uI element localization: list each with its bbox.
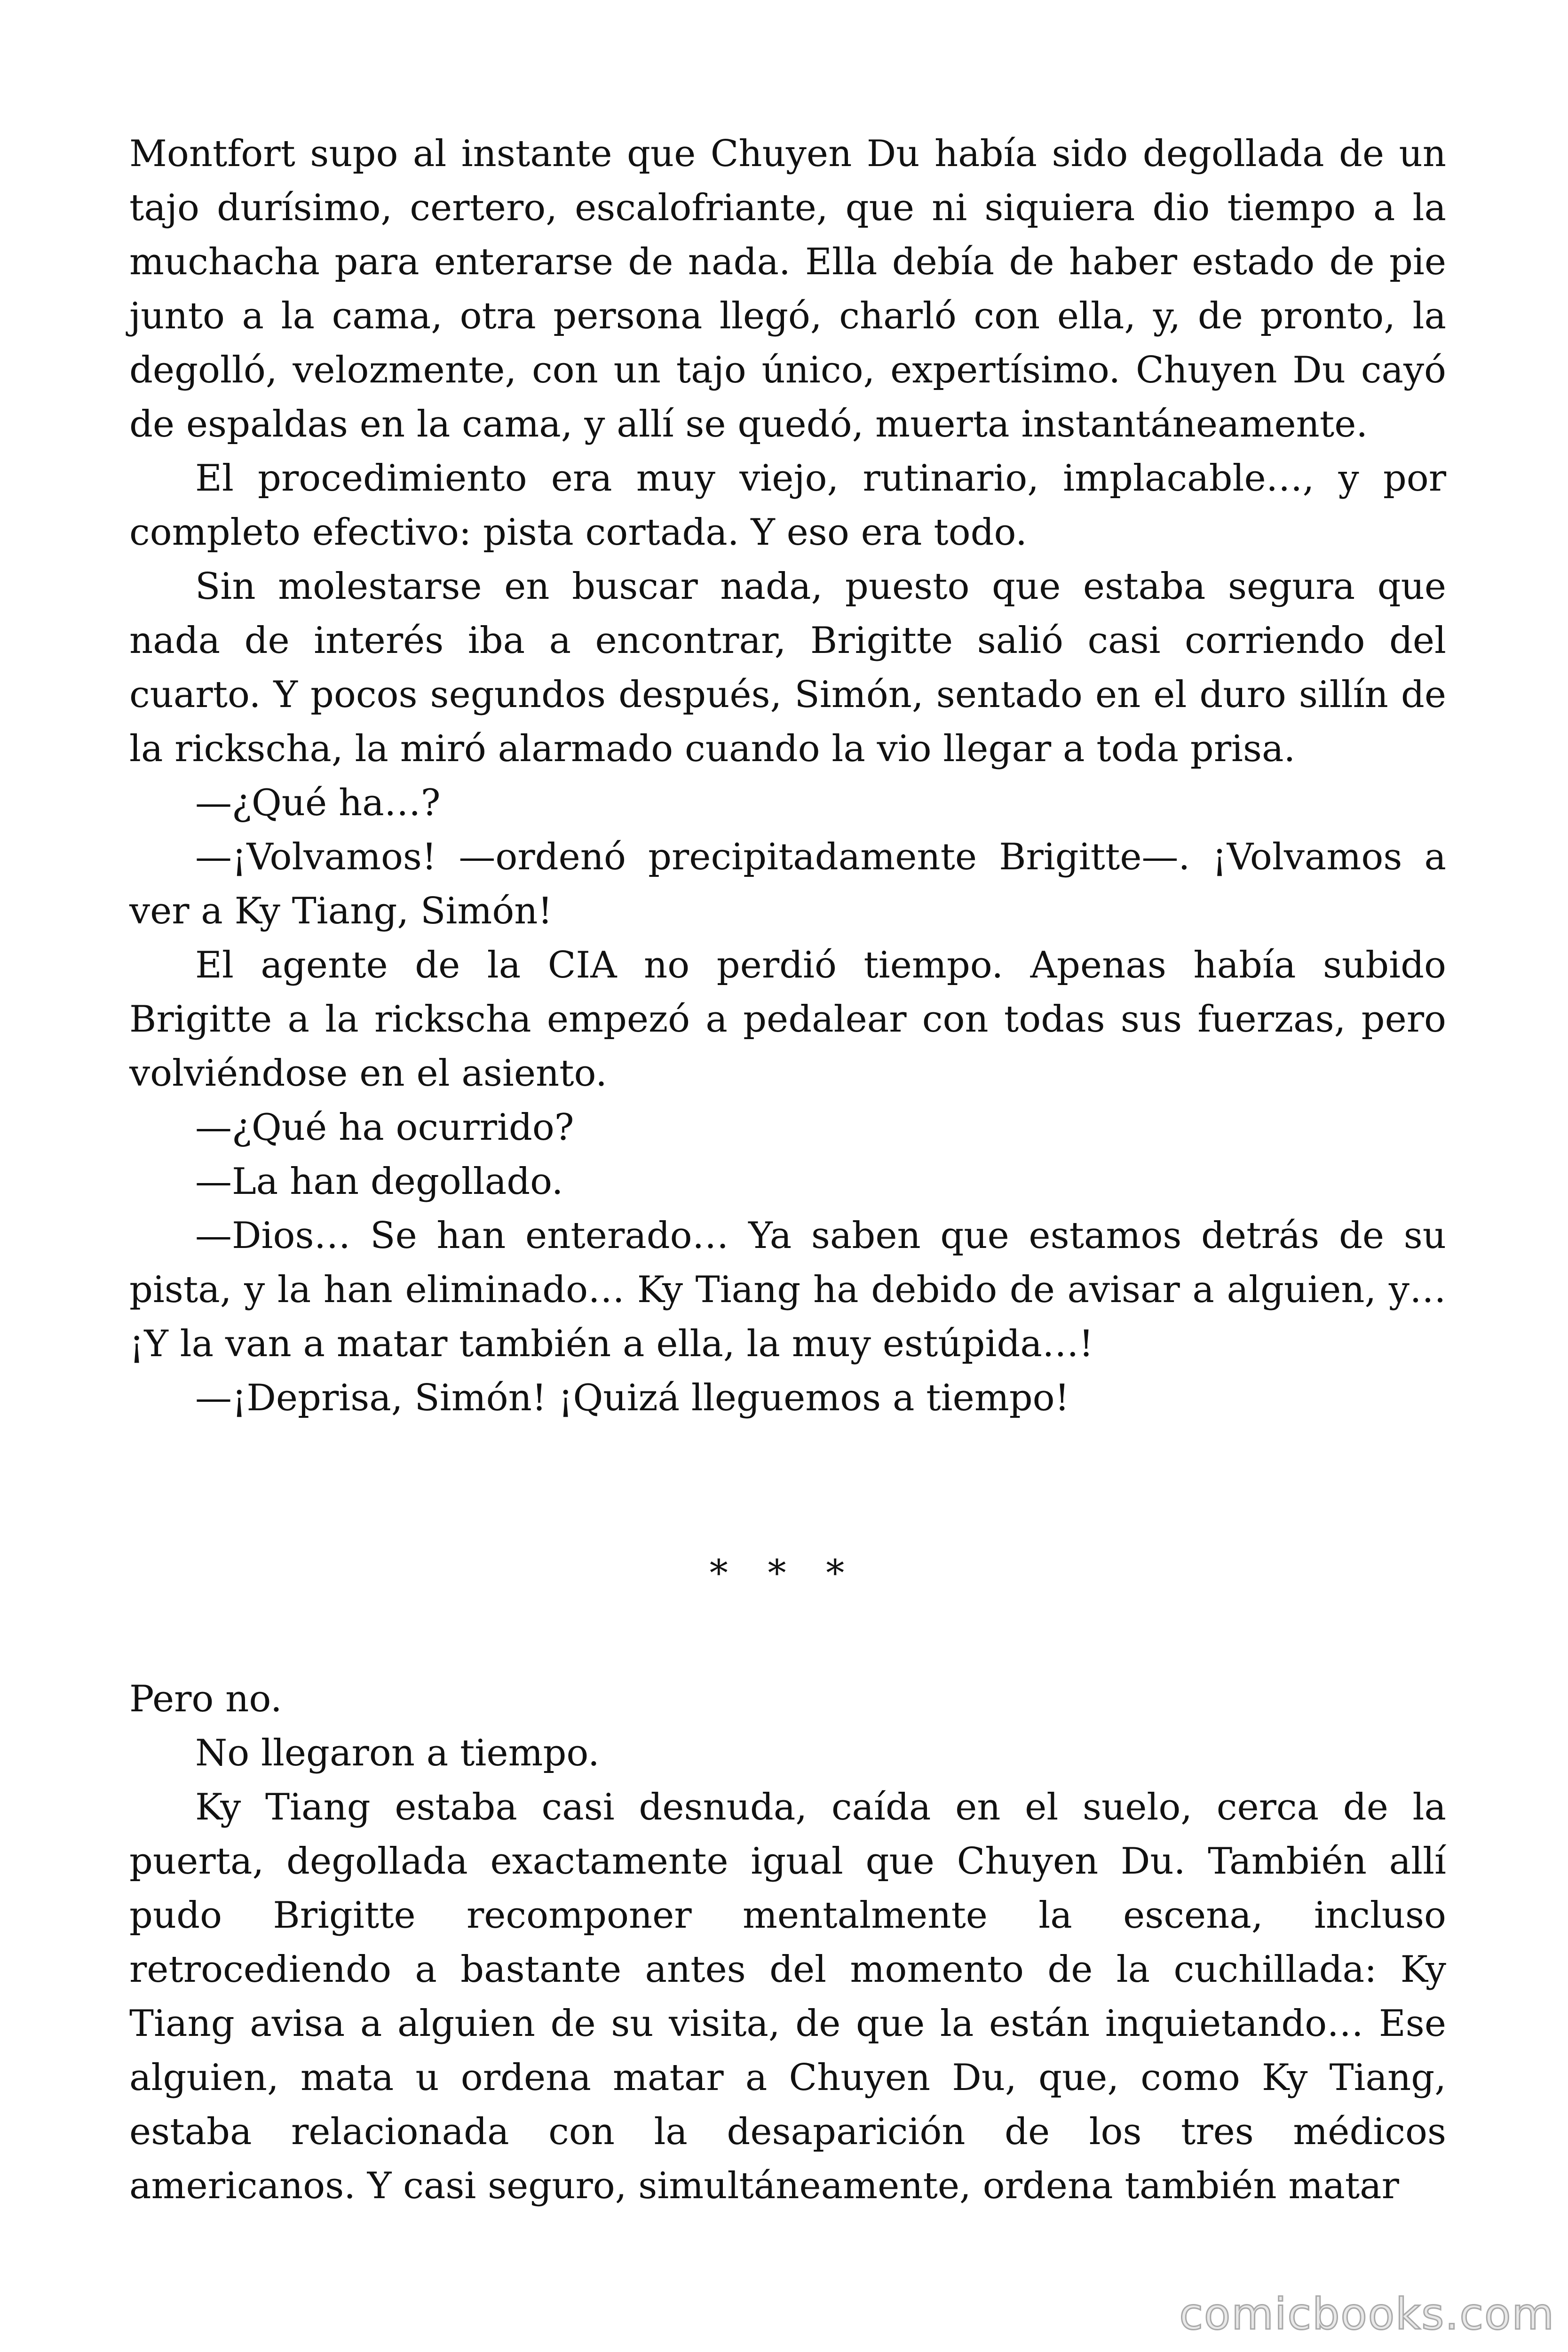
dialogue-line: —La han degollado. [195,1160,563,1203]
paragraph: El procedimiento era muy viejo, rutinario, implacable…, y por completo efectivo: pista cortada. Y eso era todo. [129,457,1446,554]
body-text-top [129,127,1446,1425]
body-text-bottom [129,1672,1446,2213]
paragraph: Pero no. [129,1678,282,1720]
paragraph: No llegaron a tiempo. [195,1732,600,1774]
paragraph: El agente de la CIA no perdió tiempo. Apenas había subido Brigitte a la rickscha empezó a pedalear con todas sus fuerzas, pero volviéndose en el asiento. [129,944,1446,1095]
dialogue-line: —Dios… Se han enterado… Ya saben que estamos detrás de su pista, y la han eliminado… Ky Tiang ha debido de avisar a alguien, y… ¡Y la van a matar también a ella, la muy estúpida…! [129,1215,1446,1365]
paragraph: Sin molestarse en buscar nada, puesto que estaba segura que nada de interés iba a encontrar, Brigitte salió casi corriendo del cuarto. Y pocos segundos después, Simón, sentado en el duro sillín de la rickscha, la miró alarmado cuando la vio llegar a toda prisa. [129,565,1446,770]
paragraph: Ky Tiang estaba casi desnuda, caída en el suelo, cerca de la puerta, degollada exactamente igual que Chuyen Du. También allí pudo Brigitte recomponer mentalmente la escena, incluso retrocediendo a bastante antes del momento de la cuchillada: Ky Tiang avisa a alguien de su visita, de que la están inquietando… Ese alguien, mata u ordena matar a Chuyen Du, que, como Ky Tiang, estaba relacionada con la desaparición de los tres médicos americanos. Y casi seguro, simultáneamente, ordena también matar [129,1786,1446,2207]
dialogue-line: —¡Volvamos! —ordenó precipitadamente Brigitte—. ¡Volvamos a ver a Ky Tiang, Simón! [129,836,1446,932]
paragraph: Montfort supo al instante que Chuyen Du había sido degollada de un tajo durísimo, certero, escalofriante, que ni siquiera dio tiempo a la muchacha para enterarse de nada. Ella debía de haber estado de pie junto a la cama, otra persona llegó, charló con ella, y, de pronto, la degolló, velozmente, con un tajo único, expertísimo. Chuyen Du cayó de espaldas en la cama, y allí se quedó, muerta instantáneamente. [129,133,1446,445]
dialogue-line: —¿Qué ha…? [195,782,441,824]
dialogue-line: —¡Deprisa, Simón! ¡Quizá lleguemos a tiempo! [195,1377,1069,1419]
section-separator: * * * [709,1552,859,1595]
dialogue-line: —¿Qué ha ocurrido? [195,1106,574,1149]
watermark-logo: comicbooks.com [1179,2289,1555,2339]
